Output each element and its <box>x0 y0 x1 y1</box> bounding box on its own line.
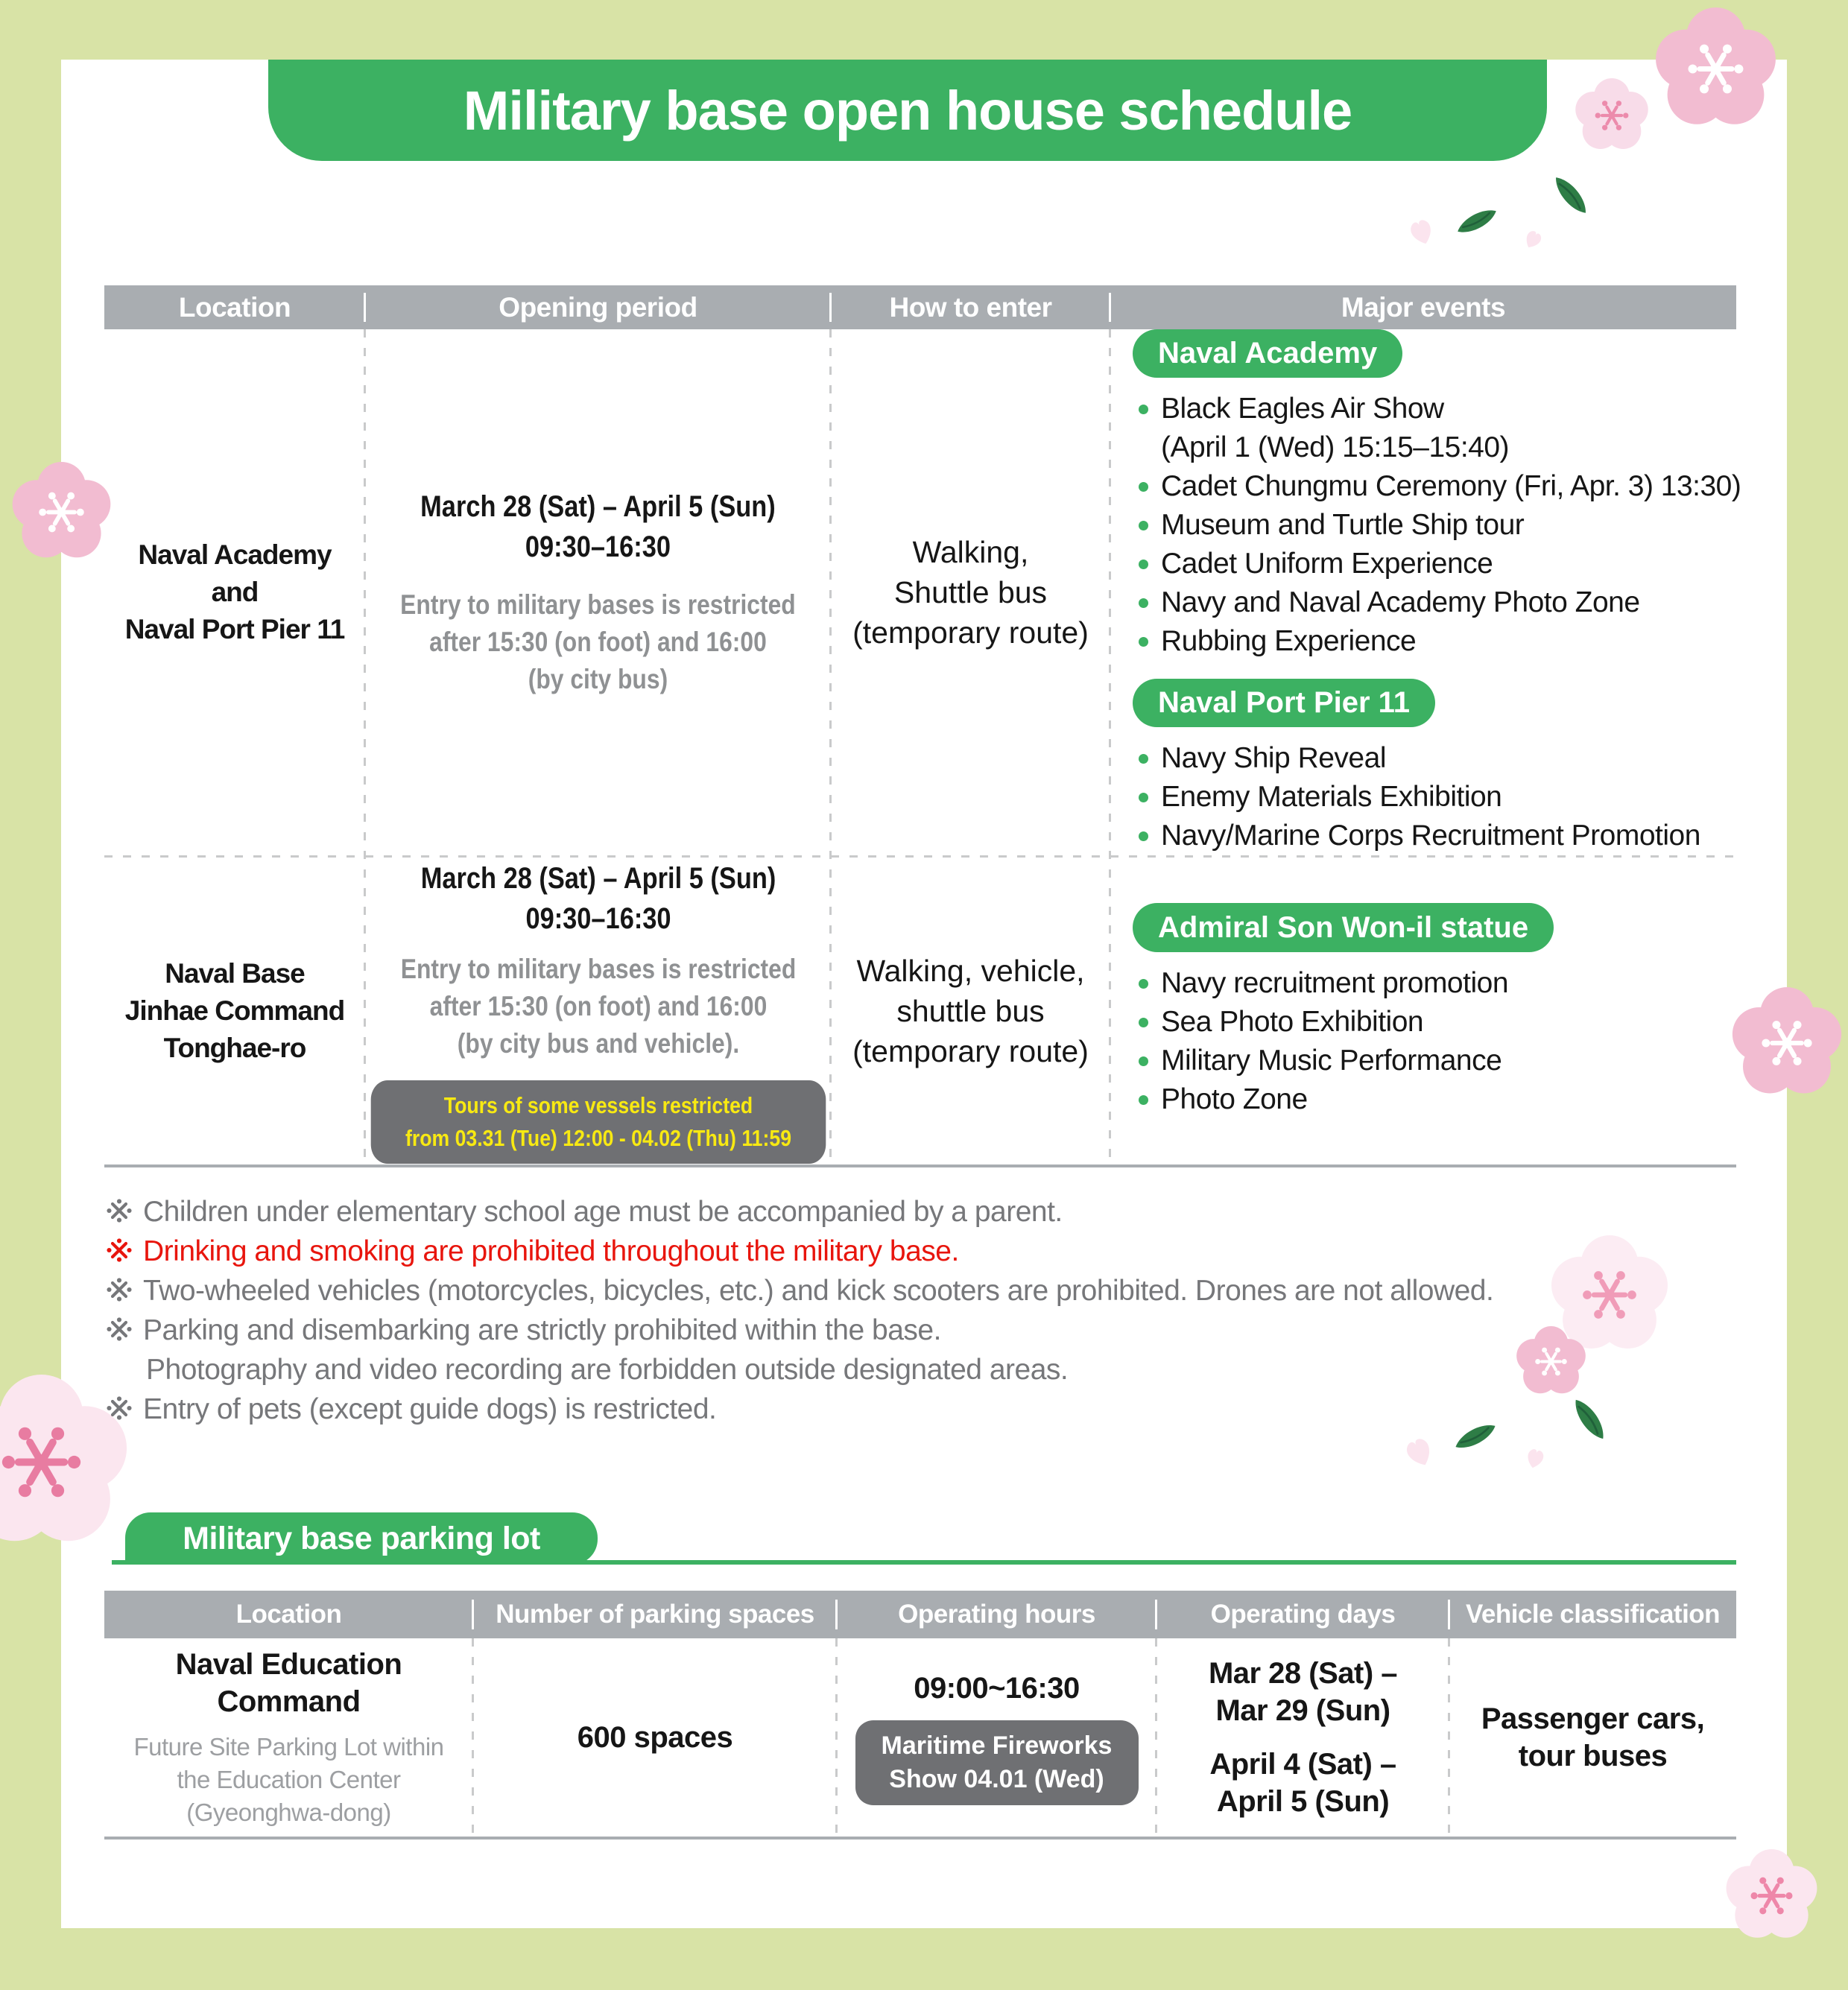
parking-vehicle-cell <box>1449 1638 1736 1837</box>
major-events-cell <box>1110 858 1736 1164</box>
enter-line: Shuttle bus <box>893 575 1048 609</box>
table-row <box>104 329 365 855</box>
note-text: Photography and video recording are forbidden outside designated areas. <box>146 1354 1069 1386</box>
reference-mark-icon <box>106 1395 133 1422</box>
period-note-line: (by city bus and vehicle). <box>457 1028 739 1059</box>
event-group-badge: Naval Port Pier 11 <box>1133 679 1435 727</box>
period-note-line: after 15:30 (on foot) and 16:00 <box>429 991 767 1021</box>
event-group-badge: Naval Academy <box>1133 329 1402 378</box>
event-item: Photo Zone <box>1133 1080 1308 1119</box>
event-item: Navy/Marine Corps Recruitment Promotion <box>1133 817 1700 855</box>
header-vehicle-class: Vehicle classification <box>1465 1600 1721 1629</box>
reference-mark-icon <box>106 1276 133 1303</box>
parking-section-underline <box>112 1560 1736 1565</box>
header-operating-days: Operating days <box>1210 1600 1396 1629</box>
vessel-restriction-notice <box>370 1080 826 1164</box>
parking-location-line: Command <box>217 1685 361 1718</box>
alert-line: from 03.31 (Tue) 12:00 - 04.02 (Thu) 11:59 <box>405 1125 791 1151</box>
location-line: Naval Base <box>165 958 305 989</box>
parking-spaces-cell <box>473 1638 837 1837</box>
period-note-line: (by city bus) <box>528 664 668 694</box>
parking-table-header <box>104 1591 1736 1638</box>
location-line: Naval Academy <box>138 539 332 570</box>
location-line: Jinhae Command <box>124 995 345 1026</box>
header-location: Location <box>235 1600 342 1629</box>
note-text: Parking and disembarking are strictly prohibited within the base. <box>143 1314 941 1346</box>
parking-days-line: Mar 28 (Sat) – <box>1208 1657 1398 1690</box>
table-bottom-border <box>104 1164 1736 1167</box>
header-major-events: Major events <box>1341 291 1506 323</box>
parking-days-line: April 5 (Sun) <box>1216 1785 1390 1818</box>
header-divider <box>1448 1600 1450 1629</box>
opening-period-cell <box>365 858 831 1164</box>
parking-location-sub-line: Future Site Parking Lot within <box>133 1733 444 1761</box>
event-item: Navy recruitment promotion <box>1133 964 1508 1003</box>
reference-mark-icon <box>106 1237 133 1264</box>
event-item: Black Eagles Air Show <box>1133 390 1444 428</box>
header-how-to-enter: How to enter <box>889 291 1052 323</box>
event-group-badge: Admiral Son Won-il statue <box>1133 903 1554 952</box>
parking-vehicle-line: Passenger cars, <box>1481 1702 1705 1735</box>
note-line-warning <box>106 1232 1708 1271</box>
parking-days-line: April 4 (Sat) – <box>1209 1748 1396 1781</box>
event-item: Sea Photo Exhibition <box>1133 1003 1423 1042</box>
location-line: Naval Port Pier 11 <box>124 614 345 644</box>
enter-line: (temporary route) <box>852 1034 1089 1068</box>
note-text: Drinking and smoking are prohibited throughout the military base. <box>143 1235 959 1267</box>
location-line: Tonghae-ro <box>163 1033 306 1063</box>
table-bottom-border <box>104 1837 1736 1840</box>
parking-spaces-value: 600 spaces <box>577 1721 733 1754</box>
parking-hours-value: 09:00~16:30 <box>914 1672 1080 1705</box>
parking-location-sub-line: (Gyeonghwa-dong) <box>186 1799 391 1826</box>
fireworks-notice <box>855 1720 1139 1805</box>
table-row <box>104 858 365 1164</box>
note-line <box>106 1311 1708 1350</box>
period-note-line: Entry to military bases is restricted <box>400 589 796 620</box>
note-line <box>106 1389 1708 1429</box>
cherry-blossom-icon <box>1725 1849 1818 1942</box>
header-location: Location <box>178 291 291 323</box>
schedule-table <box>104 285 1741 1167</box>
major-events-cell <box>1110 329 1741 855</box>
cherry-blossom-icon <box>1731 987 1843 1099</box>
header-opening-period: Opening period <box>499 291 697 323</box>
period-line: March 28 (Sat) – April 5 (Sun) <box>420 490 776 523</box>
how-to-enter-cell <box>831 329 1110 855</box>
period-line: 09:30–16:30 <box>525 530 671 563</box>
location-line: and <box>211 577 259 607</box>
header-divider <box>835 1600 838 1629</box>
period-note-line: Entry to military bases is restricted <box>400 954 796 984</box>
parking-vehicle-line: tour buses <box>1518 1740 1668 1772</box>
fireworks-notice-line: Show 04.01 (Wed) <box>889 1765 1104 1793</box>
header-divider <box>364 293 366 322</box>
page-title-text: Military base open house schedule <box>463 79 1352 142</box>
parking-hours-cell <box>837 1638 1156 1837</box>
fireworks-notice-line: Maritime Fireworks <box>881 1731 1113 1760</box>
note-text: Children under elementary school age must be accompanied by a parent. <box>143 1196 1063 1228</box>
period-line: March 28 (Sat) – April 5 (Sun) <box>420 862 776 895</box>
event-item: Enemy Materials Exhibition <box>1133 778 1502 817</box>
parking-location-sub-line: the Education Center <box>177 1766 401 1793</box>
header-parking-spaces: Number of parking spaces <box>496 1600 814 1629</box>
period-note-line: after 15:30 (on foot) and 16:00 <box>429 627 767 657</box>
event-item: Museum and Turtle Ship tour <box>1133 506 1524 545</box>
parking-days-line: Mar 29 (Sun) <box>1215 1694 1390 1727</box>
event-item: Rubbing Experience <box>1133 622 1416 661</box>
opening-period-cell <box>365 329 831 855</box>
enter-line: Walking, vehicle, <box>856 954 1085 988</box>
header-divider <box>829 293 832 322</box>
event-item: Navy and Naval Academy Photo Zone <box>1133 583 1640 622</box>
parking-section-title-text: Military base parking lot <box>183 1520 540 1556</box>
reference-mark-icon <box>106 1316 133 1343</box>
event-item: Navy Ship Reveal <box>1133 739 1386 778</box>
event-item: Cadet Chungmu Ceremony (Fri, Apr. 3) 13:30) <box>1133 467 1741 506</box>
header-divider <box>472 1600 474 1629</box>
parking-table <box>104 1591 1736 1840</box>
note-text: Two-wheeled vehicles (motorcycles, bicycles, etc.) and kick scooters are prohibited. Drones are not allowed. <box>143 1275 1494 1307</box>
schedule-table-header <box>104 285 1736 329</box>
event-item: Military Music Performance <box>1133 1042 1502 1080</box>
page-title <box>268 60 1547 161</box>
header-divider <box>1155 1600 1157 1629</box>
period-line: 09:30–16:30 <box>525 902 671 935</box>
header-divider <box>1109 293 1111 322</box>
header-operating-hours: Operating hours <box>898 1600 1095 1629</box>
event-item: (April 1 (Wed) 15:15–15:40) <box>1161 431 1510 463</box>
reference-mark-icon <box>106 1197 133 1224</box>
note-text: Entry of pets (except guide dogs) is restricted. <box>143 1393 717 1425</box>
note-line <box>106 1271 1708 1311</box>
how-to-enter-cell <box>831 858 1110 1164</box>
parking-days-cell <box>1156 1638 1449 1837</box>
note-line <box>106 1192 1708 1232</box>
cherry-blossom-icon <box>11 462 112 563</box>
notes-list <box>106 1192 1708 1429</box>
cherry-blossom-icon <box>1575 78 1649 153</box>
parking-section-title <box>125 1512 598 1565</box>
parking-location-line: Naval Education <box>175 1648 402 1681</box>
event-item: Cadet Uniform Experience <box>1133 545 1493 583</box>
alert-line: Tours of some vessels restricted <box>443 1092 753 1118</box>
enter-line: Walking, <box>912 535 1029 569</box>
enter-line: (temporary route) <box>852 615 1089 650</box>
enter-line: shuttle bus <box>896 994 1045 1028</box>
cherry-blossom-icon <box>1654 7 1777 130</box>
note-line <box>106 1350 1708 1389</box>
parking-location-cell <box>104 1638 473 1837</box>
